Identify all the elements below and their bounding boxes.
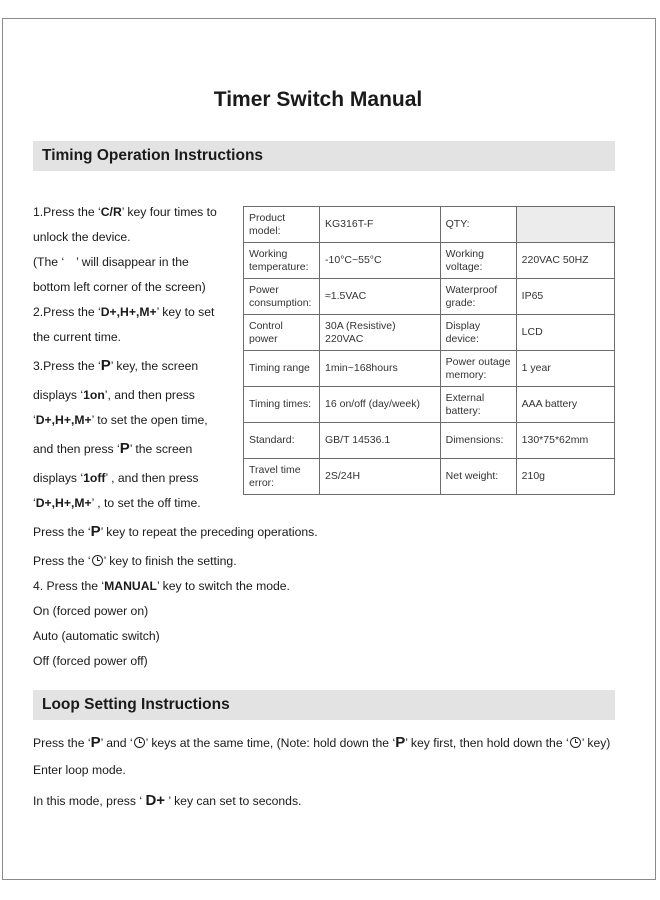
spec-value: -10°C~55°C bbox=[320, 243, 441, 279]
instruction-line: Auto (automatic switch) bbox=[33, 629, 160, 643]
spec-label: Travel time error: bbox=[244, 459, 320, 495]
instruction-line: the current time. bbox=[33, 330, 122, 344]
specs-row bbox=[244, 423, 615, 459]
instruction-line: ‘D+,H+,M+’ , to set the off time. bbox=[33, 496, 201, 510]
spec-value: AAA battery bbox=[516, 387, 614, 423]
page-title: Timer Switch Manual bbox=[213, 88, 423, 111]
instruction-line: 4. Press the ‘MANUAL’ key to switch the mode. bbox=[33, 579, 290, 593]
spec-label: Control power bbox=[244, 315, 320, 351]
specs-row bbox=[244, 243, 615, 279]
instruction-line: displays ‘1on’, and then press bbox=[33, 388, 195, 402]
clock-icon bbox=[570, 737, 581, 748]
spec-label: Timing range bbox=[244, 351, 320, 387]
spec-value bbox=[516, 207, 614, 243]
spec-label: Working voltage: bbox=[440, 243, 516, 279]
loop-instruction-line: Enter loop mode. bbox=[33, 763, 126, 777]
instruction-line: Press the ‘ ’ key to finish the setting. bbox=[33, 554, 237, 568]
spec-value: 30A (Resistive) 220VAC bbox=[320, 315, 441, 351]
instruction-line: (The ‘ ’ will disappear in the bbox=[33, 255, 189, 269]
spec-value: 2S/24H bbox=[320, 459, 441, 495]
spec-label: Display device: bbox=[440, 315, 516, 351]
specs-row bbox=[244, 315, 615, 351]
instruction-line: unlock the device. bbox=[33, 230, 131, 244]
spec-label: Net weight: bbox=[440, 459, 516, 495]
specs-row bbox=[244, 459, 615, 495]
spec-value: 1min~168hours bbox=[320, 351, 441, 387]
instruction-line: displays ‘1off’ , and then press bbox=[33, 471, 199, 485]
specs-row bbox=[244, 279, 615, 315]
instruction-line: ‘D+,H+,M+’ to set the open time, bbox=[33, 413, 208, 427]
spec-label: Timing times: bbox=[244, 387, 320, 423]
spec-value: 130*75*62mm bbox=[516, 423, 614, 459]
clock-icon bbox=[92, 555, 103, 566]
spec-value: IP65 bbox=[516, 279, 614, 315]
spec-label: External battery: bbox=[440, 387, 516, 423]
specs-row bbox=[244, 387, 615, 423]
section-header-timing: Timing Operation Instructions bbox=[33, 141, 615, 171]
instruction-line: 3.Press the ‘P’ key, the screen bbox=[33, 357, 199, 374]
spec-value: 210g bbox=[516, 459, 614, 495]
spec-value: GB/T 14536.1 bbox=[320, 423, 441, 459]
spec-value: ≈1.5VAC bbox=[320, 279, 441, 315]
instruction-line: Off (forced power off) bbox=[33, 654, 148, 668]
spec-label: QTY: bbox=[440, 207, 516, 243]
specs-table bbox=[243, 206, 615, 495]
clock-icon bbox=[134, 737, 145, 748]
specs-row bbox=[244, 351, 615, 387]
spec-label: Power consumption: bbox=[244, 279, 320, 315]
spec-label: Power outage memory: bbox=[440, 351, 516, 387]
spec-label: Dimensions: bbox=[440, 423, 516, 459]
instruction-line: 2.Press the ‘D+,H+,M+’ key to set bbox=[33, 305, 215, 319]
spec-value: 1 year bbox=[516, 351, 614, 387]
loop-instruction-line: In this mode, press ‘ D+ ’ key can set to seconds. bbox=[33, 792, 302, 809]
instruction-line: bottom left corner of the screen) bbox=[33, 280, 206, 294]
spec-value: LCD bbox=[516, 315, 614, 351]
spec-label: Waterproof grade: bbox=[440, 279, 516, 315]
spec-label: Working temperature: bbox=[244, 243, 320, 279]
instruction-line: 1.Press the ‘C/R’ key four times to bbox=[33, 205, 217, 219]
instruction-line: On (forced power on) bbox=[33, 604, 149, 618]
specs-row bbox=[244, 207, 615, 243]
spec-value: 220VAC 50HZ bbox=[516, 243, 614, 279]
loop-instruction-line: Press the ‘P’ and ‘ ’ keys at the same time, (Note: hold down the ‘P’ key first, then hold down the ‘ ’ key) bbox=[33, 734, 611, 751]
instruction-line: Press the ‘P’ key to repeat the preceding operations. bbox=[33, 523, 318, 540]
instruction-line: and then press ‘P’ the screen bbox=[33, 440, 193, 457]
spec-label: Standard: bbox=[244, 423, 320, 459]
spec-value: KG316T-F bbox=[320, 207, 441, 243]
spec-label: Product model: bbox=[244, 207, 320, 243]
section-header-loop: Loop Setting Instructions bbox=[33, 690, 615, 720]
spec-value: 16 on/off (day/week) bbox=[320, 387, 441, 423]
